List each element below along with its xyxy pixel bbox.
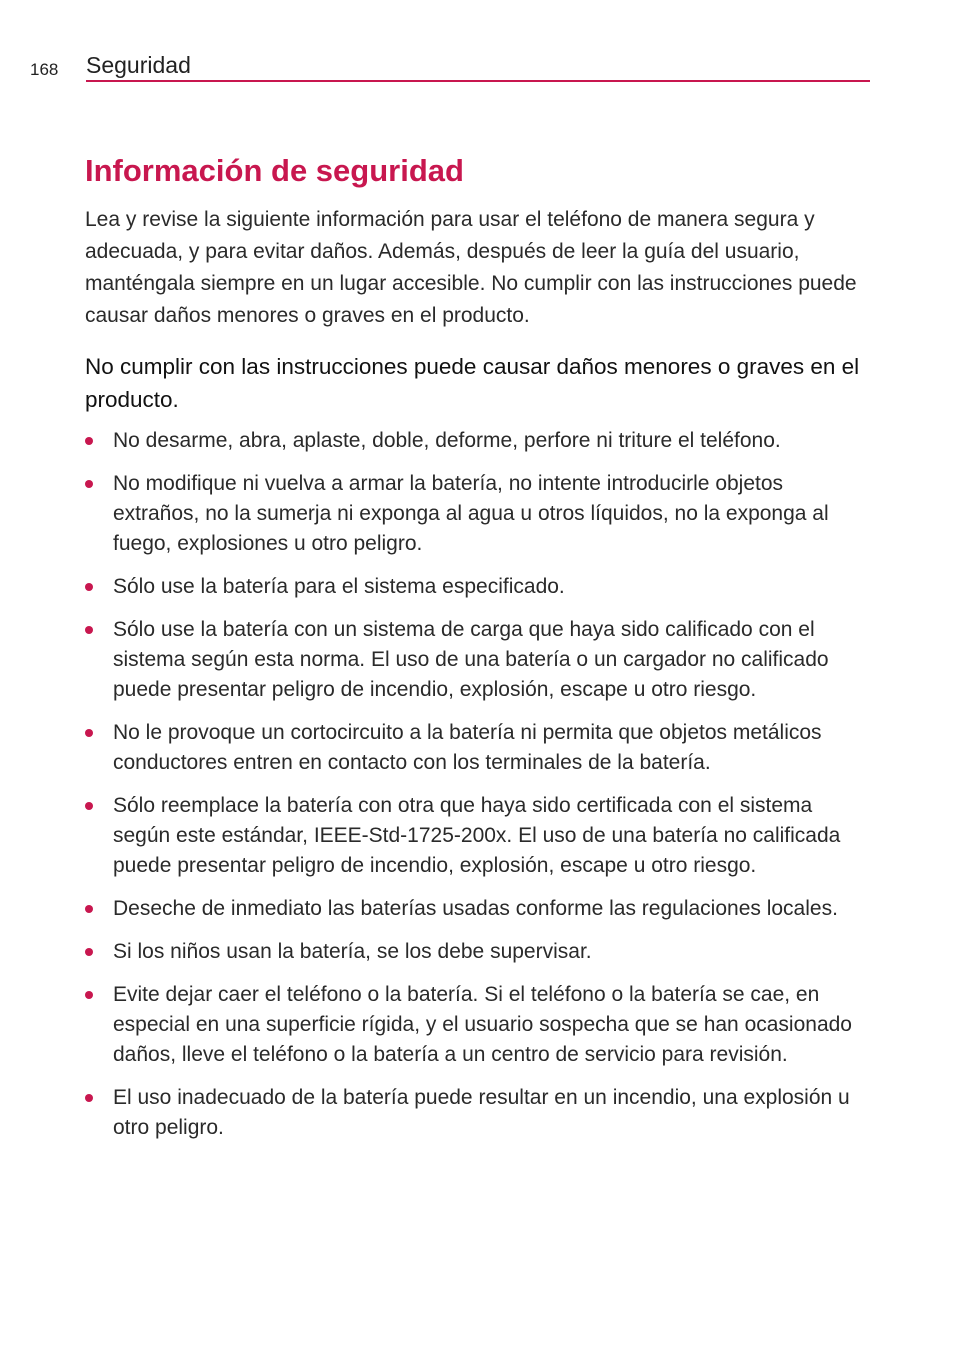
list-item-text: No desarme, abra, aplaste, doble, deforme, perfore ni triture el teléfono. bbox=[113, 429, 781, 452]
bullet-icon bbox=[85, 729, 93, 737]
intro-paragraph: Lea y revise la siguiente información para usar el teléfono de manera segura y adecuada, y para evitar daños. Además, después de leer la guía del usuario, manténgala siempre en un lugar accesible. No cumplir con las instrucciones puede causar daños menores o graves en el producto. bbox=[85, 208, 857, 327]
list-item-text: Evite dejar caer el teléfono o la batería. Si el teléfono o la batería se cae, en especial en una superficie rígida, y el usuario sospecha que se han ocasionado daños, lleve el teléfono o la batería a un centro de servicio para revisión. bbox=[113, 983, 852, 1066]
header-divider bbox=[86, 80, 870, 82]
bullet-icon bbox=[85, 480, 93, 488]
safety-list bbox=[85, 426, 875, 1143]
list-item bbox=[85, 469, 875, 559]
bullet-icon bbox=[85, 1094, 93, 1102]
list-item-text: No le provoque un cortocircuito a la batería ni permita que objetos metálicos conductores entren en contacto con los terminales de la batería. bbox=[113, 721, 822, 774]
list-item bbox=[85, 894, 875, 924]
list-item-text: Sólo use la batería con un sistema de carga que haya sido calificado con el sistema según esta norma. El uso de una batería o un cargador no calificado puede presentar peligro de incendio, explosión, escape u otro riesgo. bbox=[113, 618, 829, 701]
bullet-icon bbox=[85, 583, 93, 591]
list-item-text: Sólo reemplace la batería con otra que haya sido certificada con el sistema según este estándar, IEEE-Std-1725-200x. El uso de una batería no calificada puede presentar peligro de incendio, explosión, escape u otro riesgo. bbox=[113, 794, 841, 877]
list-item-text: El uso inadecuado de la batería puede resultar en un incendio, una explosión u otro peligro. bbox=[113, 1086, 850, 1139]
subheading: No cumplir con las instrucciones puede causar daños menores o graves en el producto. bbox=[85, 354, 860, 412]
list-item-text: No modifique ni vuelva a armar la batería, no intente introducirle objetos extraños, no la sumerja ni exponga al agua u otros líquidos, no la exponga al fuego, explosiones u otro peligro. bbox=[113, 472, 829, 555]
bullet-icon bbox=[85, 948, 93, 956]
bullet-icon bbox=[85, 802, 93, 810]
bullet-icon bbox=[85, 626, 93, 634]
section-name: Seguridad bbox=[86, 52, 191, 78]
page-number: 168 bbox=[30, 60, 59, 79]
list-item bbox=[85, 980, 875, 1070]
list-item bbox=[85, 791, 875, 881]
list-item-text: Si los niños usan la batería, se los debe supervisar. bbox=[113, 940, 592, 963]
list-item bbox=[85, 937, 875, 967]
bullet-icon bbox=[85, 437, 93, 445]
page-header bbox=[30, 52, 870, 86]
bullet-icon bbox=[85, 905, 93, 913]
list-item bbox=[85, 615, 875, 705]
list-item bbox=[85, 1083, 875, 1143]
list-item bbox=[85, 718, 875, 778]
list-item bbox=[85, 426, 875, 456]
list-item-text: Sólo use la batería para el sistema especificado. bbox=[113, 575, 565, 598]
list-item-text: Deseche de inmediato las baterías usadas conforme las regulaciones locales. bbox=[113, 897, 838, 920]
bullet-icon bbox=[85, 991, 93, 999]
page-title: Información de seguridad bbox=[85, 153, 464, 188]
main-content bbox=[85, 152, 875, 1156]
list-item bbox=[85, 572, 875, 602]
